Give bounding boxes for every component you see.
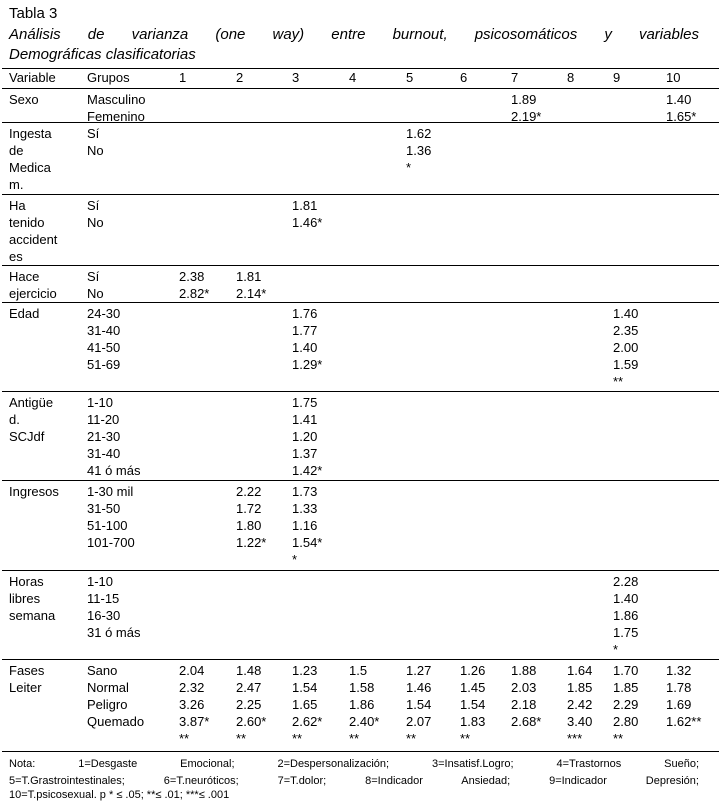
group-label: 1-10 xyxy=(87,574,114,589)
table-cell-value: 2.38 xyxy=(179,269,205,284)
table-cell-value: 1.86 xyxy=(349,697,375,712)
variable-label: Fases xyxy=(9,663,45,678)
variable-label: SCJdf xyxy=(9,429,45,444)
group-label: 41 ó más xyxy=(87,463,141,478)
group-label: Quemado xyxy=(87,714,145,729)
column-header: 2 xyxy=(236,70,244,85)
group-label: 31 ó más xyxy=(87,625,141,640)
table-subtitle-line-2: Demográficas clasificatorias xyxy=(9,46,196,63)
group-label: 51-100 xyxy=(87,518,128,533)
table-cell-value: ** xyxy=(236,731,247,746)
table-cell-value: 1.54 xyxy=(460,697,486,712)
table-cell-value: 3.87* xyxy=(179,714,210,729)
note-word: Nota: xyxy=(9,758,36,770)
table-cell-value: 1.62** xyxy=(666,714,702,729)
table-cell-value: 1.73 xyxy=(292,484,318,499)
table-rule xyxy=(2,68,719,69)
table-cell-value: 2.82* xyxy=(179,286,210,301)
note-word: 2=Despersonalización; xyxy=(277,758,390,770)
table-cell-value: 1.45 xyxy=(460,680,486,695)
group-label: No xyxy=(87,215,104,230)
table-cell-value: 1.77 xyxy=(292,323,318,338)
table-cell-value: 1.58 xyxy=(349,680,375,695)
table-cell-value: 1.26 xyxy=(460,663,486,678)
table-rule xyxy=(2,659,719,660)
variable-label: d. xyxy=(9,412,20,427)
table-cell-value: ** xyxy=(613,374,624,389)
note-word: Sueño; xyxy=(664,758,700,770)
variable-label: Antigüe xyxy=(9,395,54,410)
variable-label: de xyxy=(9,143,24,158)
column-header: 9 xyxy=(613,70,621,85)
table-cell-value: 1.5 xyxy=(349,663,368,678)
table-title: Tabla 3 xyxy=(9,5,58,22)
variable-label: Medica xyxy=(9,160,51,175)
table-cell-value: 1.40 xyxy=(666,92,692,107)
table-cell-value: 1.72 xyxy=(236,501,262,516)
column-header: Variable xyxy=(9,70,56,85)
table-cell-value: 1.54 xyxy=(292,680,318,695)
table-cell-value: 1.16 xyxy=(292,518,318,533)
table-rule xyxy=(2,88,719,89)
group-label: Sí xyxy=(87,126,100,141)
group-label: 31-40 xyxy=(87,446,121,461)
table-cell-value: 1.33 xyxy=(292,501,318,516)
table-cell-value: 1.59 xyxy=(613,357,639,372)
variable-label: Horas xyxy=(9,574,44,589)
variable-label: semana xyxy=(9,608,56,623)
variable-label: Hace xyxy=(9,269,40,284)
table-cell-value: 1.75 xyxy=(292,395,318,410)
table-cell-value: 1.23 xyxy=(292,663,318,678)
group-label: 24-30 xyxy=(87,306,121,321)
table-cell-value: 1.22* xyxy=(236,535,267,550)
table-cell-value: 1.78 xyxy=(666,680,692,695)
table-rule xyxy=(2,194,719,195)
group-label: No xyxy=(87,143,104,158)
group-label: 31-50 xyxy=(87,501,121,516)
table-cell-value: ** xyxy=(460,731,471,746)
note-word: 5=T.Grastrointestinales; xyxy=(9,775,125,787)
table-cell-value: 1.40 xyxy=(292,340,318,355)
table-cell-value: 1.41 xyxy=(292,412,318,427)
table-cell-value: 1.86 xyxy=(613,608,639,623)
note-word: 3=Insatisf.Logro; xyxy=(431,758,514,770)
note-word: Emocional; xyxy=(180,758,235,770)
group-label: Sí xyxy=(87,269,100,284)
table-cell-value: 1.70 xyxy=(613,663,639,678)
table-cell-value: 2.68* xyxy=(511,714,542,729)
table-cell-value: 1.81 xyxy=(292,198,318,213)
table-cell-value: * xyxy=(613,642,619,657)
table-cell-value: 2.47 xyxy=(236,680,262,695)
table-cell-value: ** xyxy=(179,731,190,746)
table-cell-value: 1.40 xyxy=(613,306,639,321)
column-header: 7 xyxy=(511,70,519,85)
table-cell-value: 2.40* xyxy=(349,714,380,729)
note-word: 7=T.dolor; xyxy=(277,775,327,787)
group-label: 1-30 mil xyxy=(87,484,134,499)
column-header: Grupos xyxy=(87,70,130,85)
table-cell-value: 1.42* xyxy=(292,463,323,478)
table-cell-value: 1.32 xyxy=(666,663,692,678)
table-cell-value: ** xyxy=(406,731,417,746)
column-header: 10 xyxy=(666,70,681,85)
table-cell-value: 1.20 xyxy=(292,429,318,444)
note-word: 6=T.neuróticos; xyxy=(163,775,239,787)
table-cell-value: 1.48 xyxy=(236,663,262,678)
group-label: 11-15 xyxy=(87,591,120,606)
table-cell-value: 2.80 xyxy=(613,714,639,729)
table-cell-value: ** xyxy=(613,731,624,746)
variable-label: Ha xyxy=(9,198,26,213)
table-rule xyxy=(2,751,719,752)
note-word: 9=Indicador xyxy=(549,775,607,787)
variable-label: Edad xyxy=(9,306,40,321)
table-cell-value: 2.28 xyxy=(613,574,639,589)
group-label: 11-20 xyxy=(87,412,120,427)
variable-label: libres xyxy=(9,591,41,606)
variable-label: tenido xyxy=(9,215,45,230)
group-label: 41-50 xyxy=(87,340,121,355)
group-label: 1-10 xyxy=(87,395,114,410)
variable-label: Ingesta xyxy=(9,126,52,141)
table-cell-value: 3.26 xyxy=(179,697,205,712)
table-cell-value: 1.76 xyxy=(292,306,318,321)
table-rule xyxy=(2,122,719,123)
column-header: 3 xyxy=(292,70,300,85)
table-note-line-3: 10=T.psicosexual. p * ≤ .05; **≤ .01; ***≤ .001 xyxy=(9,789,230,801)
table-cell-value: 1.83 xyxy=(460,714,486,729)
group-label: 51-69 xyxy=(87,357,121,372)
column-header: 8 xyxy=(567,70,575,85)
table-cell-value: 2.29 xyxy=(613,697,639,712)
table-cell-value: 2.22 xyxy=(236,484,262,499)
variable-label: accident xyxy=(9,232,58,247)
group-label: No xyxy=(87,286,104,301)
table-cell-value: ** xyxy=(349,731,360,746)
table-cell-value: 1.62 xyxy=(406,126,432,141)
group-label: Sano xyxy=(87,663,118,678)
table-cell-value: 2.04 xyxy=(179,663,205,678)
table-cell-value: 1.54 xyxy=(406,697,432,712)
variable-label: es xyxy=(9,249,23,264)
table-cell-value: 2.35 xyxy=(613,323,639,338)
group-label: 16-30 xyxy=(87,608,121,623)
column-header: 6 xyxy=(460,70,468,85)
table-cell-value: * xyxy=(406,160,412,175)
table-cell-value: 2.25 xyxy=(236,697,262,712)
table-cell-value: 1.81 xyxy=(236,269,262,284)
table-rule xyxy=(2,391,719,392)
note-word: 1=Desgaste xyxy=(78,758,138,770)
table-cell-value: 2.32 xyxy=(179,680,205,695)
note-word: Ansiedad; xyxy=(461,775,511,787)
table-cell-value: 2.60* xyxy=(236,714,267,729)
table-cell-value: 1.64 xyxy=(567,663,593,678)
table-cell-value: ** xyxy=(292,731,303,746)
group-label: Normal xyxy=(87,680,129,695)
table-cell-value: 1.85 xyxy=(613,680,639,695)
table-cell-value: 1.40 xyxy=(613,591,639,606)
table-cell-value: 1.88 xyxy=(511,663,537,678)
note-word: 8=Indicador xyxy=(365,775,423,787)
group-label: Femenino xyxy=(87,109,145,124)
group-label: Sí xyxy=(87,198,100,213)
table-cell-value: 2.03 xyxy=(511,680,537,695)
table-cell-value: 2.00 xyxy=(613,340,639,355)
group-label: 21-30 xyxy=(87,429,121,444)
variable-label: m. xyxy=(9,177,24,192)
group-label: Peligro xyxy=(87,697,128,712)
table-cell-value: 1.65* xyxy=(666,109,697,124)
table-cell-value: 2.18 xyxy=(511,697,537,712)
variable-label: Sexo xyxy=(9,92,39,107)
table-rule xyxy=(2,302,719,303)
note-word: 4=Trastornos xyxy=(556,758,622,770)
column-header: 4 xyxy=(349,70,357,85)
variable-label: ejercicio xyxy=(9,286,57,301)
column-header: 1 xyxy=(179,70,187,85)
table-cell-value: 1.80 xyxy=(236,518,262,533)
table-rule xyxy=(2,570,719,571)
table-cell-value: 1.54* xyxy=(292,535,323,550)
table-cell-value: 2.42 xyxy=(567,697,593,712)
column-header: 5 xyxy=(406,70,414,85)
table-rule xyxy=(2,265,719,266)
table-cell-value: 1.85 xyxy=(567,680,593,695)
table-cell-value: 1.46 xyxy=(406,680,432,695)
table-cell-value: 2.14* xyxy=(236,286,267,301)
table-cell-value: 1.89 xyxy=(511,92,537,107)
group-label: 101-700 xyxy=(87,535,135,550)
table-cell-value: 2.19* xyxy=(511,109,542,124)
note-word: Depresión; xyxy=(645,775,699,787)
table-cell-value: *** xyxy=(567,731,583,746)
table-rule xyxy=(2,480,719,481)
group-label: Masculino xyxy=(87,92,146,107)
variable-label: Ingresos xyxy=(9,484,59,499)
table-subtitle-line-1: Análisis de varianza (one way) entre burnout, psicosomáticos y variables xyxy=(9,26,699,43)
table-note-line-1 xyxy=(9,756,699,772)
table-cell-value: 3.40 xyxy=(567,714,593,729)
group-label: 31-40 xyxy=(87,323,121,338)
variable-label: Leiter xyxy=(9,680,42,695)
table-cell-value: * xyxy=(292,552,298,567)
table-cell-value: 2.07 xyxy=(406,714,432,729)
table-cell-value: 2.62* xyxy=(292,714,323,729)
table-cell-value: 1.29* xyxy=(292,357,323,372)
table-cell-value: 1.69 xyxy=(666,697,692,712)
table-cell-value: 1.37 xyxy=(292,446,318,461)
table-cell-value: 1.27 xyxy=(406,663,432,678)
table-cell-value: 1.65 xyxy=(292,697,318,712)
table-cell-value: 1.46* xyxy=(292,215,323,230)
table-cell-value: 1.36 xyxy=(406,143,432,158)
table-cell-value: 1.75 xyxy=(613,625,639,640)
